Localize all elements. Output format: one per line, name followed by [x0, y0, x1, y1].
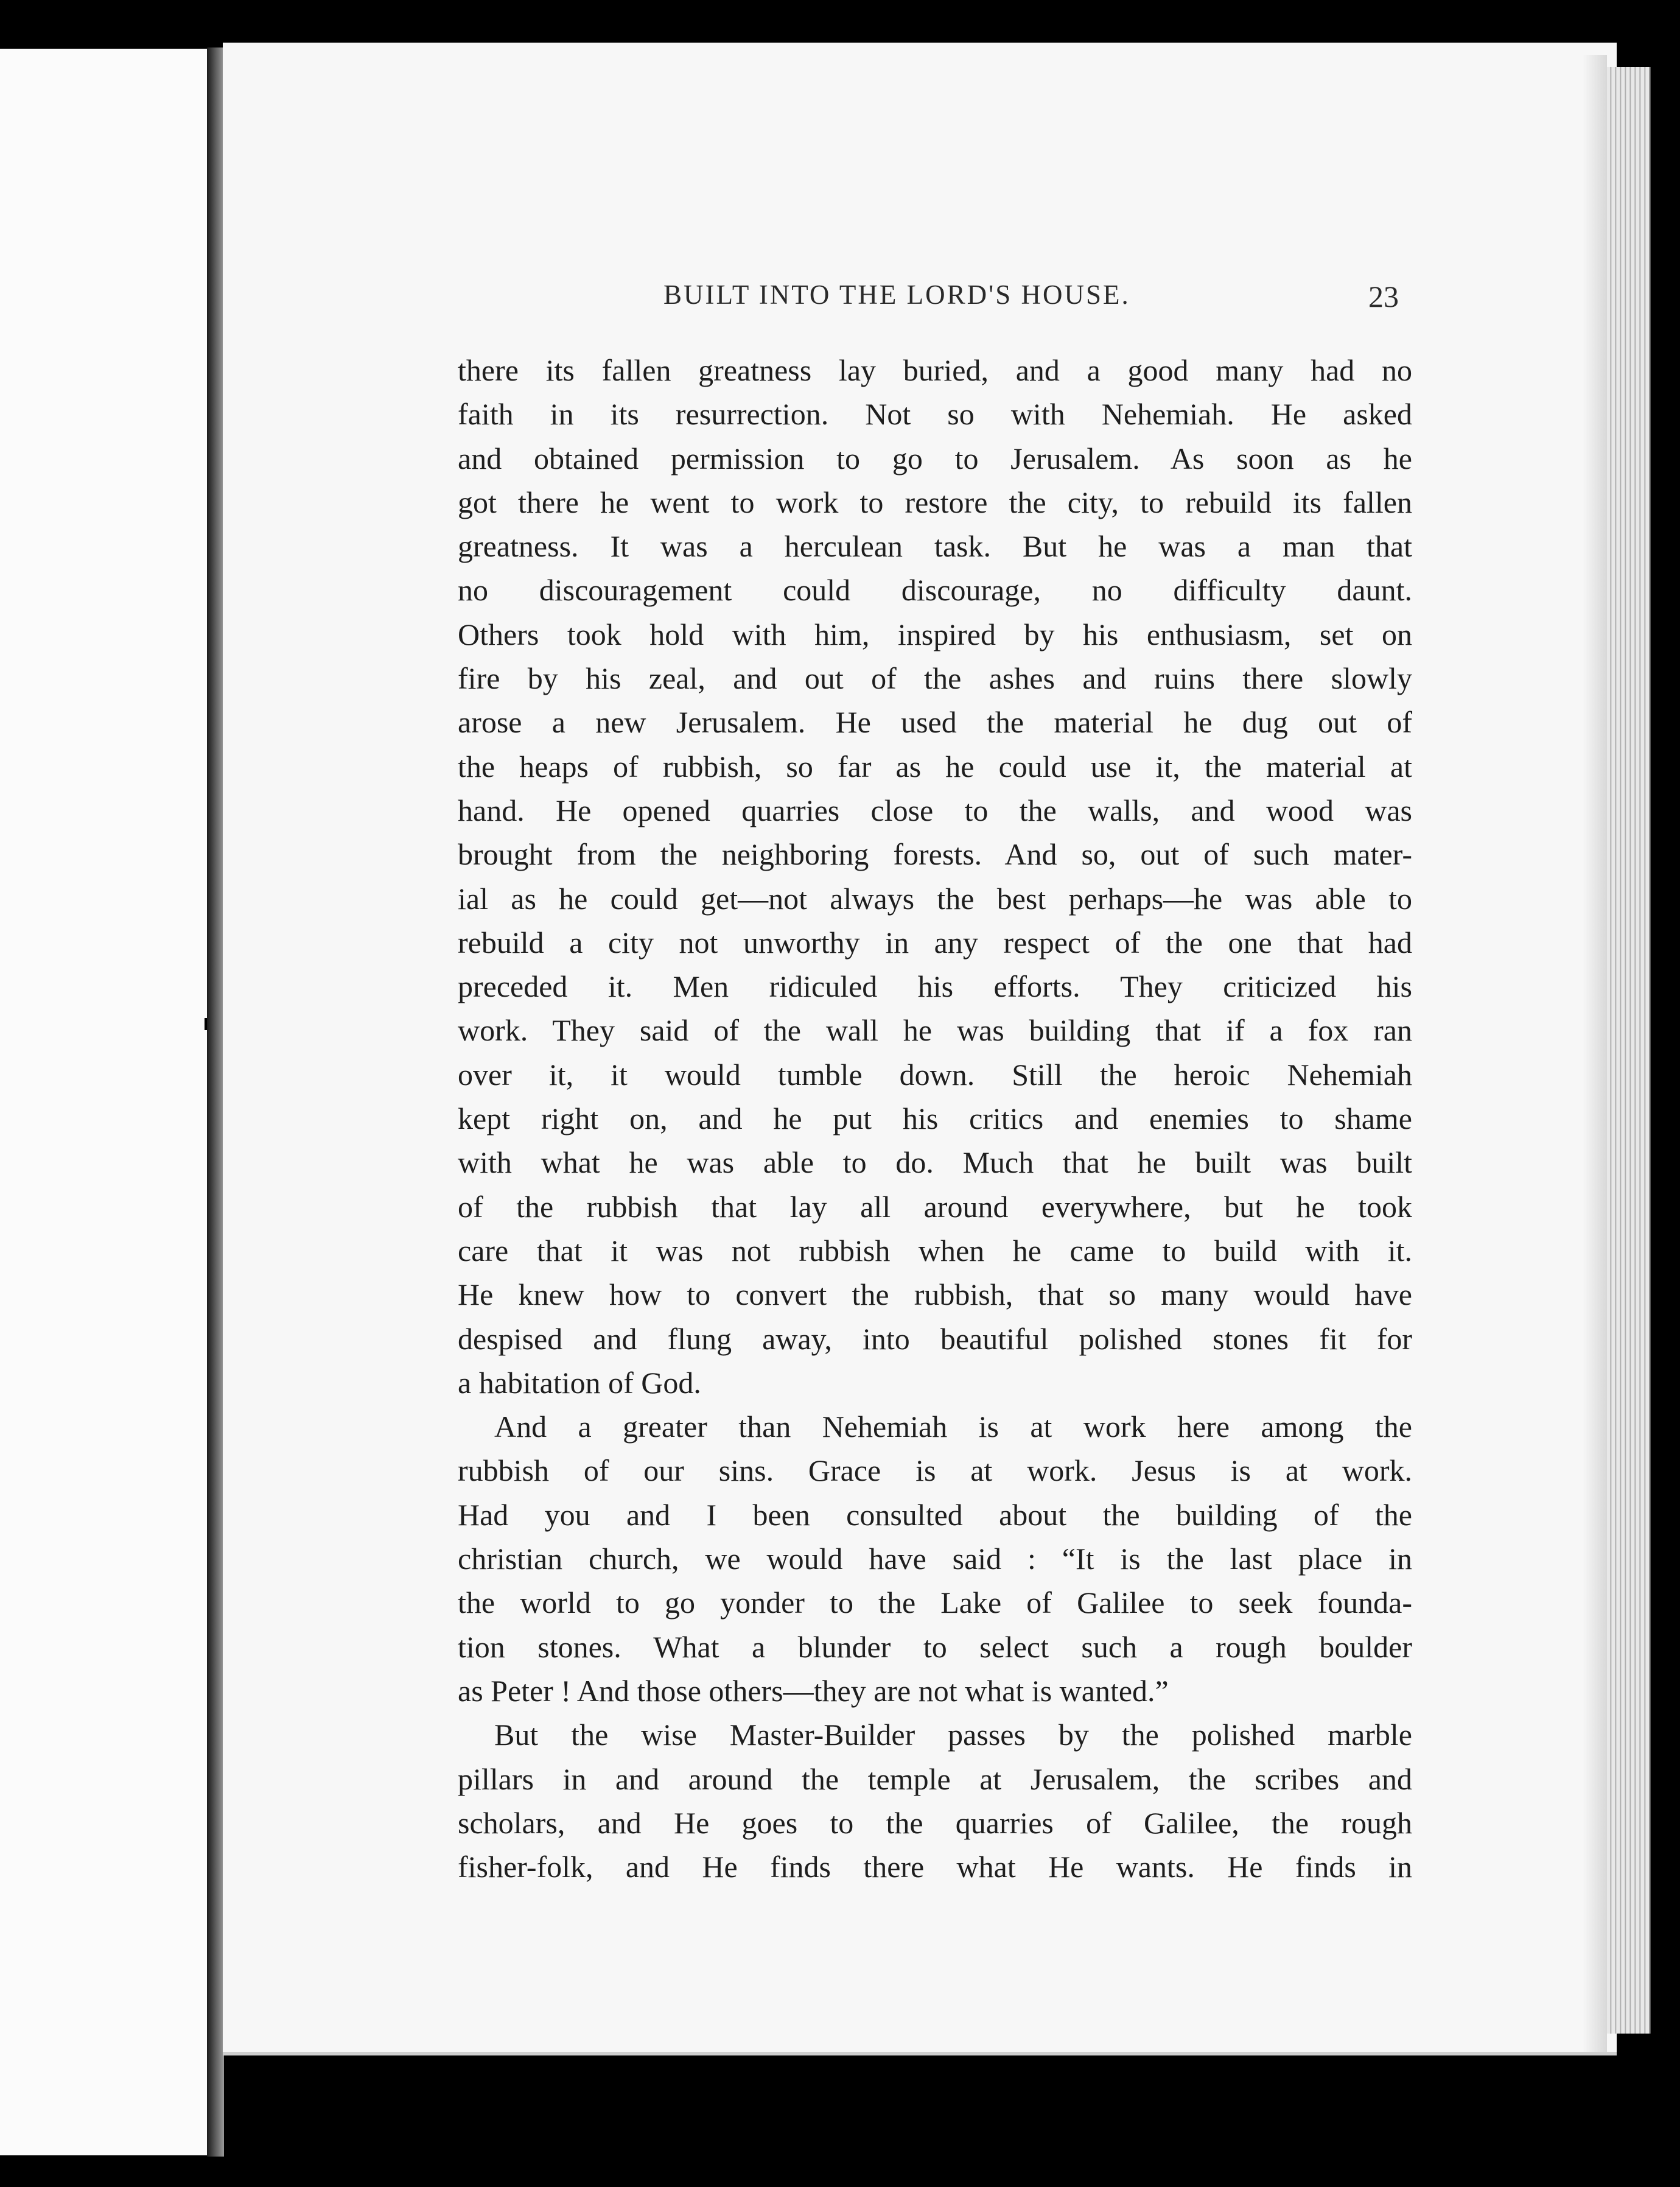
text-line: fire by his zeal, and out of the ashes and ruins there slowly	[458, 661, 1412, 696]
text-line: there its fallen greatness lay buried, and a good many had no	[458, 353, 1412, 387]
text-line: tion stones. What a blunder to select such a rough boulder	[458, 1629, 1412, 1664]
text-line: the heaps of rubbish, so far as he could use it, the material at	[458, 749, 1412, 784]
paragraph	[458, 348, 1412, 1405]
text-line: brought from the neighboring forests. And so, out of such mater-	[458, 837, 1412, 872]
text-line: Had you and I been consulted about the building of the	[458, 1497, 1412, 1532]
text-line: rebuild a city not unworthy in any respect of the one that had	[458, 925, 1412, 960]
text-line: fisher-folk, and He finds there what He wants. He finds in	[458, 1850, 1412, 1884]
page-curl-shadow	[1583, 55, 1607, 2052]
text-line: kept right on, and he put his critics and enemies to shame	[458, 1101, 1412, 1136]
text-line: ial as he could get—not always the best perhaps—he was able to	[458, 881, 1412, 916]
page-edges	[1607, 67, 1651, 2034]
text-line: faith in its resurrection. Not so with Nehemiah. He asked	[458, 397, 1412, 432]
text-line: a habitation of God.	[458, 1365, 701, 1400]
text-line: of the rubbish that lay all around everywhere, but he took	[458, 1189, 1412, 1224]
book-gutter	[207, 47, 224, 2157]
text-line: work. They said of the wall he was building that if a fox ran	[458, 1013, 1412, 1048]
text-line: and obtained permission to go to Jerusalem. As soon as he	[458, 441, 1412, 476]
left-page	[0, 49, 218, 2155]
paragraph	[458, 1713, 1412, 1889]
running-header: BUILT INTO THE LORD'S HOUSE.	[663, 279, 1130, 310]
text-line: And a greater than Nehemiah is at work here among the	[494, 1409, 1412, 1444]
text-line: care that it was not rubbish when he came to build with it.	[458, 1233, 1412, 1268]
text-line: got there he went to work to restore the city, to rebuild its fallen	[458, 485, 1412, 519]
text-line: with what he was able to do. Much that he built was built	[458, 1145, 1412, 1180]
text-line: no discouragement could discourage, no difficulty daunt.	[458, 573, 1412, 608]
body-text	[458, 348, 1412, 1889]
paragraph	[458, 1405, 1412, 1713]
text-line: as Peter ! And those others—they are not what is wanted.”	[458, 1673, 1169, 1708]
text-line: christian church, we would have said : “It is the last place in	[458, 1542, 1412, 1576]
text-line: preceded it. Men ridiculed his efforts. They criticized his	[458, 969, 1412, 1004]
text-line: arose a new Jerusalem. He used the material he dug out of	[458, 705, 1412, 740]
text-line: But the wise Master-Builder passes by the polished marble	[494, 1718, 1412, 1752]
text-line: Others took hold with him, inspired by his enthusiasm, set on	[458, 617, 1412, 651]
text-line: despised and flung away, into beautiful polished stones fit for	[458, 1321, 1412, 1356]
text-line: hand. He opened quarries close to the walls, and wood was	[458, 793, 1412, 827]
text-line: scholars, and He goes to the quarries of Galilee, the rough	[458, 1805, 1412, 1840]
text-line: greatness. It was a herculean task. But he was a man that	[458, 529, 1412, 564]
text-line: the world to go yonder to the Lake of Galilee to seek founda-	[458, 1585, 1412, 1620]
text-line: over it, it would tumble down. Still the heroic Nehemiah	[458, 1057, 1412, 1092]
text-line: He knew how to convert the rubbish, that so many would have	[458, 1277, 1412, 1312]
text-line: rubbish of our sins. Grace is at work. Jesus is at work.	[458, 1453, 1412, 1488]
page-number: 23	[1368, 279, 1399, 314]
text-line: pillars in and around the temple at Jerusalem, the scribes and	[458, 1761, 1412, 1796]
